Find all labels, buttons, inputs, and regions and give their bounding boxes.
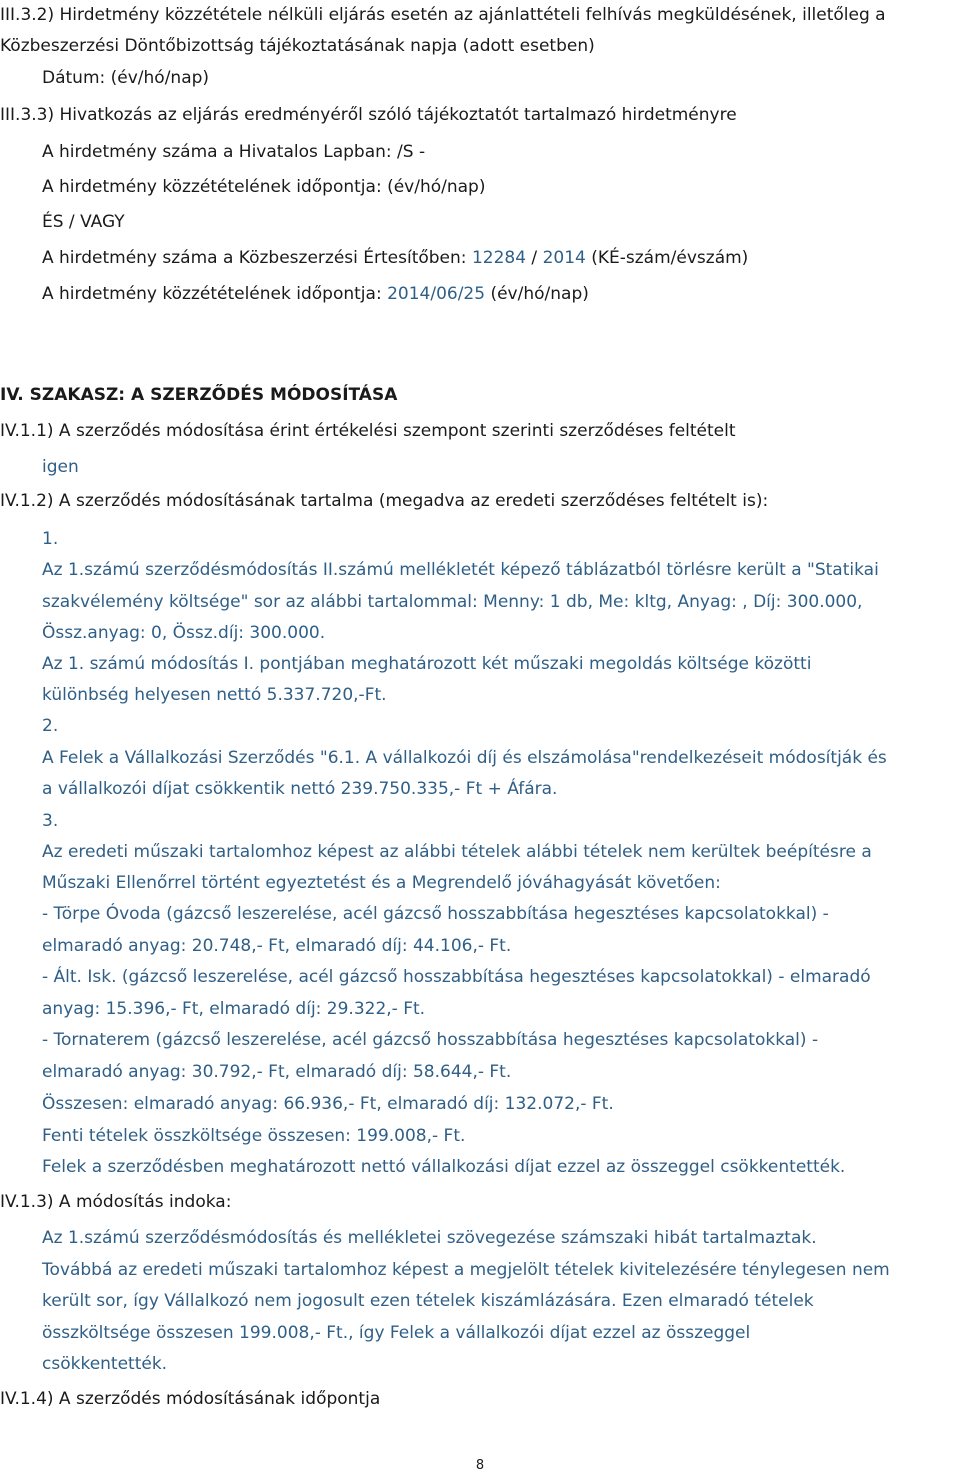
content-line: - Ált. Isk. (gázcső leszerelése, acél gázcső hosszabbítása hegesztéses kapcsolatokkal) - elmaradó (42, 967, 871, 987)
publication-date-line (42, 284, 589, 304)
question-iv-1-3: IV.1.3) A módosítás indoka: (0, 1192, 232, 1212)
content-line: szakvélemény költsége" sor az alábbi tartalommal: Menny: 1 db, Me: kltg, Anyag: , Díj: 300.000, (42, 592, 863, 612)
content-line: Az eredeti műszaki tartalomhoz képest az alábbi tételek alábbi tételek nem kerültek beépítésre a (42, 842, 872, 862)
content-line: - Tornaterem (gázcső leszerelése, acél gázcső hosszabbítása hegesztéses kapcsolatokkal) - (42, 1030, 819, 1050)
content-line: elmaradó anyag: 20.748,- Ft, elmaradó díj: 44.106,- Ft. (42, 936, 512, 956)
question-iv-1-2: IV.1.2) A szerződés módosításának tartalma (megadva az eredeti szerződéses feltételt is): (0, 491, 769, 511)
and-or-label: ÉS / VAGY (42, 212, 125, 232)
date-label: Dátum: (év/hó/nap) (42, 68, 210, 88)
section-title-iv: IV. SZAKASZ: A SZERZŐDÉS MÓDOSÍTÁSA (0, 385, 398, 405)
ojeu-notice-date: A hirdetmény közzétételének időpontja: (év/hó/nap) (42, 177, 486, 197)
ojeu-notice-number: A hirdetmény száma a Hivatalos Lapban: /S - (42, 142, 426, 162)
content-line: 3. (42, 811, 59, 831)
section-heading-iii-3-2-cont: Közbeszerzési Döntőbizottság tájékoztatásának napja (adott esetben) (0, 36, 595, 56)
content-line: Felek a szerződésben meghatározott nettó vállalkozási díjat ezzel az összeggel csökkentették. (42, 1157, 846, 1177)
ke-label: A hirdetmény száma a Közbeszerzési Értesítőben: (42, 248, 472, 268)
question-iv-1-4: IV.1.4) A szerződés módosításának időpontja (0, 1389, 381, 1409)
reason-line: csökkentették. (42, 1354, 168, 1374)
content-line: a vállalkozói díjat csökkentik nettó 239.750.335,- Ft + Áfára. (42, 779, 558, 799)
content-line: A Felek a Vállalkozási Szerződés "6.1. A vállalkozói díj és elszámolása"rendelkezéseit módosítják és (42, 748, 887, 768)
content-line: 2. (42, 716, 59, 736)
ke-separator: / (526, 248, 543, 268)
content-line: Össz.anyag: 0, Össz.díj: 300.000. (42, 623, 326, 643)
reason-line: Továbbá az eredeti műszaki tartalomhoz képest a megjelölt tételek kivitelezésére ténylegesen nem (42, 1260, 890, 1280)
content-line: Fenti tételek összköltsége összesen: 199.008,- Ft. (42, 1126, 466, 1146)
ke-year: 2014 (542, 248, 586, 268)
content-line: - Törpe Óvoda (gázcső leszerelése, acél gázcső hosszabbítása hegesztéses kapcsolatokkal) - (42, 904, 829, 924)
content-line: elmaradó anyag: 30.792,- Ft, elmaradó díj: 58.644,- Ft. (42, 1062, 512, 1082)
content-line: Műszaki Ellenőrrel történt egyeztetést és a Megrendelő jóváhagyását követően: (42, 873, 721, 893)
section-heading-iii-3-3: III.3.3) Hivatkozás az eljárás eredményéről szóló tájékoztatót tartalmazó hirdetményre (0, 105, 737, 125)
question-iv-1-1: IV.1.1) A szerződés módosítása érint értékelési szempont szerinti szerződéses feltételt (0, 421, 736, 441)
page-number: 8 (475, 1458, 485, 1473)
content-line: Összesen: elmaradó anyag: 66.936,- Ft, elmaradó díj: 132.072,- Ft. (42, 1094, 614, 1114)
reason-line: összköltsége összesen 199.008,- Ft., így Felek a vállalkozói díjat ezzel az összeggel (42, 1323, 751, 1343)
content-line: 1. (42, 529, 59, 549)
publication-date-value: 2014/06/25 (387, 284, 486, 304)
publication-date-suffix: (év/hó/nap) (485, 284, 589, 304)
publication-date-label: A hirdetmény közzétételének időpontja: (42, 284, 388, 304)
answer-iv-1-1: igen (42, 457, 79, 477)
content-line: különbség helyesen nettó 5.337.720,-Ft. (42, 685, 387, 705)
content-line: anyag: 15.396,- Ft, elmaradó díj: 29.322,- Ft. (42, 999, 426, 1019)
section-heading-iii-3-2: III.3.2) Hirdetmény közzététele nélküli eljárás esetén az ajánlattételi felhívás megküldésének, illetőleg a (0, 5, 886, 25)
content-line: Az 1. számú módosítás I. pontjában meghatározott két műszaki megoldás költsége közötti (42, 654, 812, 674)
ke-number: 12284 (471, 248, 527, 268)
reason-line: Az 1.számú szerződésmódosítás és mellékletei szövegezése számszaki hibát tartalmaztak. (42, 1228, 817, 1248)
ke-suffix: (KÉ-szám/évszám) (585, 248, 749, 268)
reason-line: került sor, így Vállalkozó nem jogosult ezen tételek kiszámlázására. Ezen elmaradó tételek (42, 1291, 814, 1311)
ke-notice-number-line (42, 248, 748, 268)
content-line: Az 1.számú szerződésmódosítás II.számú mellékletét képező táblázatból törlésre került a "Statikai (42, 560, 879, 580)
